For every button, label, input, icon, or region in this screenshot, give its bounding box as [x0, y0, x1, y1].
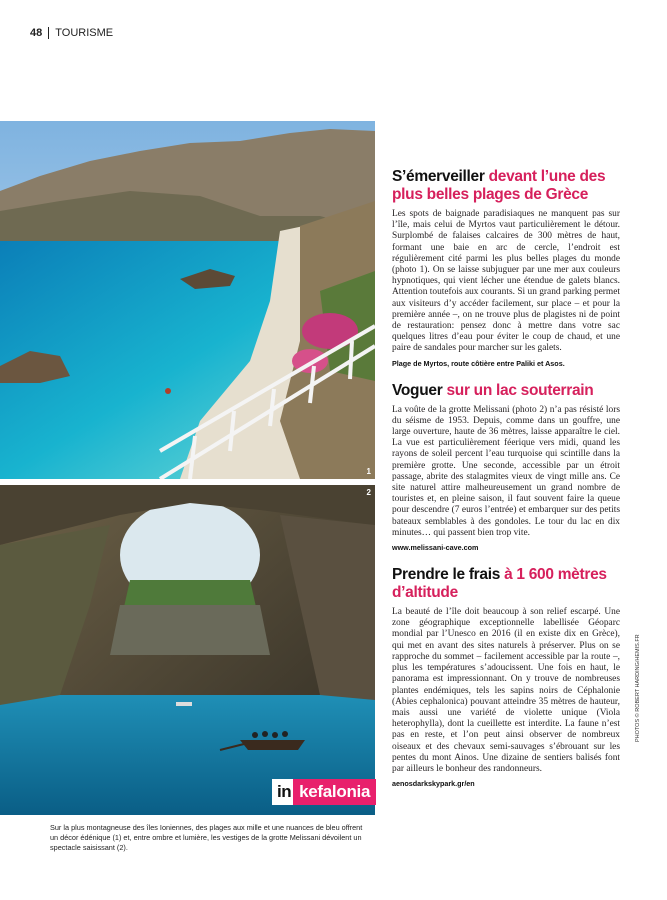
photo-credit: PHOTOS © ROBERT HARDING/HEMIS.FR — [635, 634, 641, 742]
myrtos-beach-photo — [0, 121, 375, 479]
section-link[interactable]: www.melissani-cave.com — [392, 543, 479, 553]
logo-prefix: in — [272, 779, 293, 805]
logo-name: kefalonia — [293, 779, 376, 805]
page-header — [30, 27, 113, 39]
section-altitude — [392, 566, 620, 788]
title-plain: Prendre le frais — [392, 566, 505, 584]
photo-caption: Sur la plus montagneuse des îles Ioniennes, des plages aux mille et une nuances de bleu offrent un décor édénique (1) et, entre ombre et lumière, les vestiges de la grotte Melissani dévoilent un spectacle saisissant (2). — [50, 823, 363, 852]
title-accent: sur un lac souterrain — [446, 381, 594, 399]
header-divider — [48, 27, 49, 39]
section-melissani — [392, 382, 620, 552]
title-plain: S’émerveiller — [392, 168, 489, 185]
melissani-cave-photo — [0, 485, 375, 815]
section-body: La voûte de la grotte Melissani (photo 2) n’a pas résisté lors du séisme de 1953. Depuis, comme dans un gouffre, une large ouverture, haute de 36 mètres, laisse apparaître le ciel. La vue est particulièrement féerique vers midi, quand les rayons de soleil percent l’eau turquoise qui scintille dans la première grotte. Une seconde, accessible par un étroit passage, abrite des stalagmites vieux de vingt mille ans. Ce site naturel attire malheureusement un grand nombre de touristes et, en pleine saison, il faut souvent faire la queue pour descendre (7 euros l’entrée) et embarquer sur des petits bateaux semblables à des gondoles. Le tour du lac en dix minutes… qui passent bien trop vite. — [392, 404, 620, 538]
inkefalonia-logo — [272, 779, 376, 805]
section-link[interactable]: aenosdarkskypark.gr/en — [392, 779, 475, 789]
title-plain: Voguer — [392, 381, 447, 399]
page-number: 48 — [30, 27, 43, 39]
title-accent: devant l’une des plus belles plages de Grèce — [392, 168, 606, 203]
section-body: La beauté de l’île doit beaucoup à son relief escarpé. Une zone géographique exceptionnelle labellisée Géoparc mondial par l’Unesco en 2016 (il en existe dix en Grèce), qui met en avant des sites naturels à préserver. Plus on se rapproche du sommet – facilement accessible par la route –, plus les températures s’adoucissent. Une fois en haut, le panorama est impressionnant. On y trouve de nombreuses plantes endémiques, tels les sapins noirs de Céphalonie (Abies cephalonica) pouvant atteindre 35 mètres de hauteur, mais aussi une variété de violette unique (Viola heterophylla), dont la cueillette est interdite. La faune n’est pas en reste, et l’on peut ainsi observer de nombreux oiseaux et des chevaux semi-sauvages s’ébrouant sur les pentes du mont Ainos. Une dizaine de sentiers balisés font par ailleurs le bonheur des randonneurs. — [392, 607, 620, 774]
title-accent: à 1 600 mètres d’altitude — [392, 566, 607, 602]
photo-number-2: 2 — [366, 488, 371, 497]
section-body: Les spots de baignade paradisiaques ne manquent pas sur l’île, mais celui de Myrtos vaut particulièrement le détour. Surplombé de falaises calcaires de 300 mètres de haut, formant une baie en arc de cercle, l’endroit est régulièrement cité parmi les plus belles plages du monde (photo 1). On se laisse subjuguer par une mer aux couleurs hypnotiques, qui vient lécher une étendue de galets blancs. Attention toutefois aux courants. Si un grand parking permet aux visiteurs d’y accéder facilement, sur place – et pour la première année –, on ne trouve plus de plagistes ni de point de restauration: pensez donc à mettre dans votre sac quelques litres d’eau pour éviter le coup de chaud, et une paire de sandales pour marcher sur les galets. — [392, 209, 620, 354]
section-title — [392, 566, 620, 602]
section-myrtos — [392, 168, 620, 368]
section-title — [392, 382, 620, 400]
section-title — [392, 168, 620, 204]
section-name: TOURISME — [55, 27, 114, 39]
photo-number-1: 1 — [366, 467, 371, 476]
article-column — [392, 168, 620, 802]
section-note: Plage de Myrtos, route côtière entre Paliki et Asos. — [392, 358, 565, 368]
